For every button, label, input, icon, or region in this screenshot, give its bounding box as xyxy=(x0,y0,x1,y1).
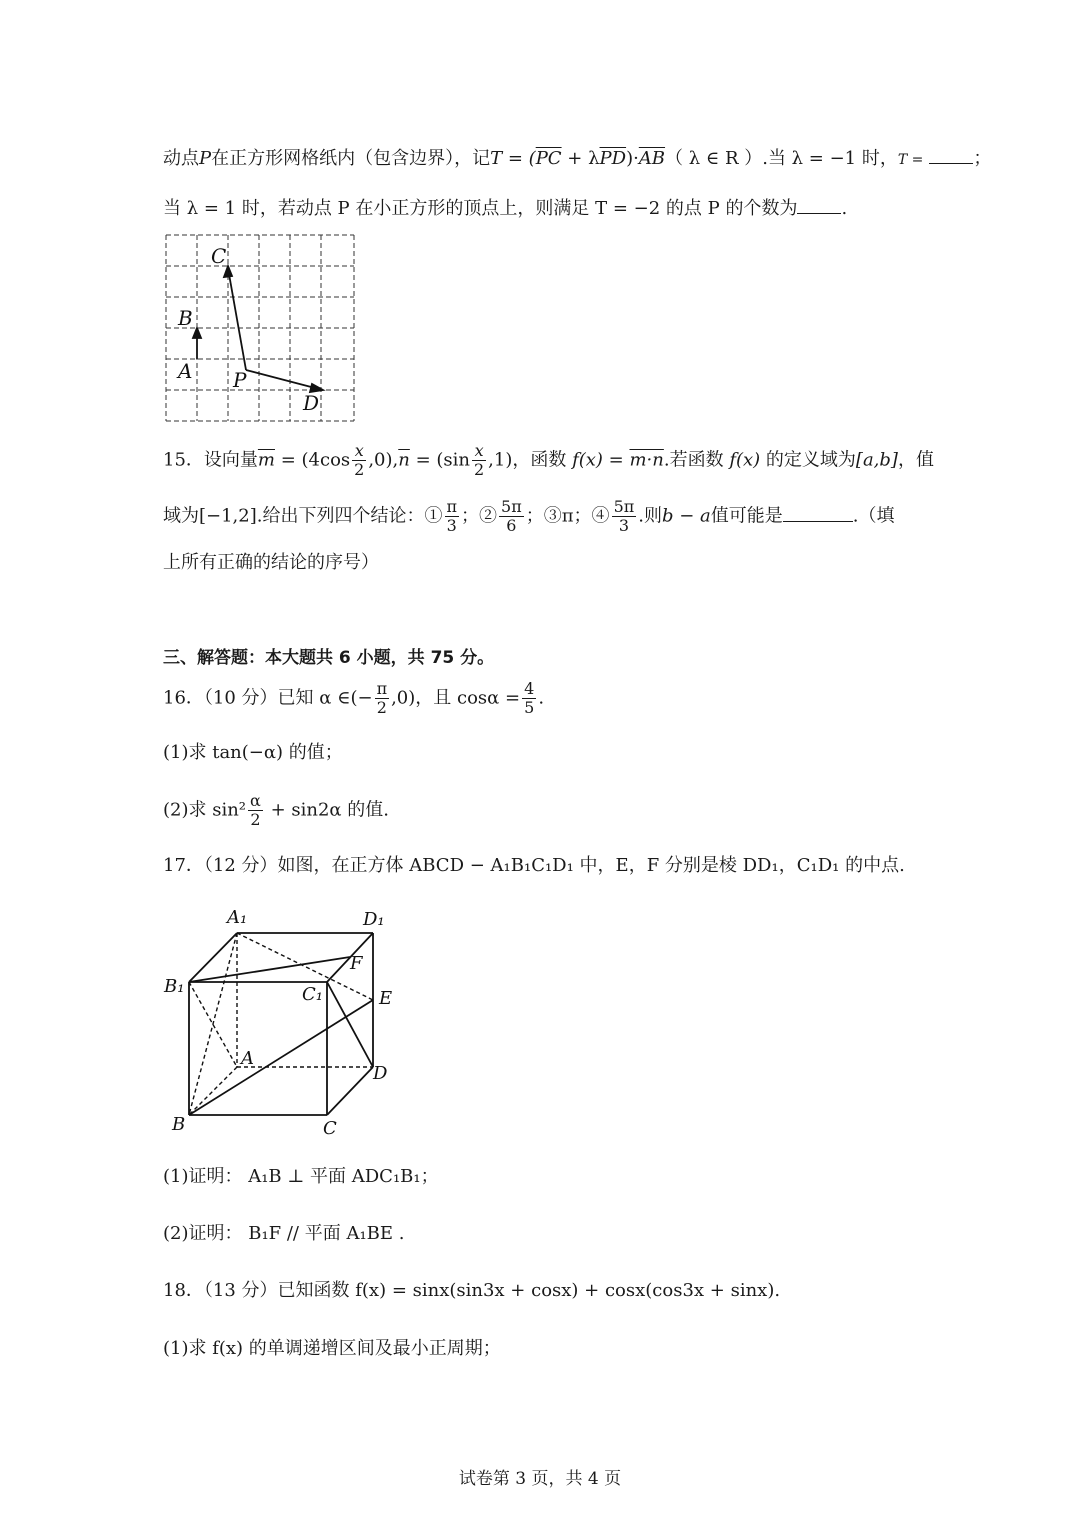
q15-domain: [a,b] xyxy=(855,449,898,471)
q15-vec-m: $\overline{m}$ xyxy=(257,449,275,471)
q15-text-h: ，值 xyxy=(897,449,934,471)
q14-blank-1 xyxy=(929,163,973,164)
q14-vec-ab: $\overline{AB}$ xyxy=(638,148,666,169)
vector-pd xyxy=(246,370,315,388)
q14-cond: （ λ ∈ R ）.当 λ = −1 时， xyxy=(665,148,898,169)
frac-num: 5π xyxy=(501,497,522,516)
q16-cond: ，且 cosα = xyxy=(415,687,521,709)
frac-den: 2 xyxy=(250,810,261,829)
q14-t-eq: T = xyxy=(897,152,924,168)
frac-den: 2 xyxy=(473,460,485,479)
q15-blank xyxy=(783,521,853,522)
q14-dot: )· xyxy=(626,148,639,169)
frac-num: 5π xyxy=(613,497,635,516)
q18-part1: (1)求 f(x) 的单调递增区间及最小正周期； xyxy=(163,1338,501,1359)
q15-m-dot-n: m·n xyxy=(629,449,664,471)
q14-vec-pd: $\overline{PD}$ xyxy=(599,148,627,169)
q15-vec-n: $\overline{n}$ xyxy=(398,449,410,471)
frac-num: x xyxy=(352,442,366,461)
q15-text-l2b: .给出下列四个结论：① xyxy=(256,505,443,527)
cube-figure xyxy=(160,900,410,1145)
q15-option2-frac xyxy=(499,498,524,535)
q14-t-expr: T = ( xyxy=(490,148,536,169)
cube-label-d: D xyxy=(373,1063,388,1084)
q14-line1 xyxy=(163,146,991,173)
q17-part1: (1)证明： A₁B ⊥ 平面 ADC₁B₁； xyxy=(163,1166,439,1187)
q15-b-minus-a: b − a xyxy=(662,505,711,527)
frac-num: 4 xyxy=(524,679,535,698)
page-footer: 试卷第 3 页，共 4 页 xyxy=(458,1469,622,1489)
frac-den: 2 xyxy=(376,698,387,717)
q15-frac-x2-a xyxy=(352,442,366,479)
grid-figure xyxy=(160,230,360,426)
q16-part2 xyxy=(163,792,389,829)
q16-p2-text-b: + sin2α 的值. xyxy=(264,799,390,821)
q16-head xyxy=(163,680,544,717)
cube-label-d1: D₁ xyxy=(363,909,385,930)
q15-text-l2g: .（填 xyxy=(852,505,895,527)
q14-vec-pc: $\overline{PC}$ xyxy=(535,148,562,169)
cube-label-e: E xyxy=(379,988,393,1009)
q16-interval-right: ,0) xyxy=(391,687,416,709)
q15-text-l2f: 值可能是 xyxy=(710,505,783,527)
q15-fx-2: f(x) xyxy=(723,449,766,471)
q15-text-d: = (sin xyxy=(409,449,470,471)
cube-label-a1: A₁ xyxy=(227,907,248,928)
label-a: A xyxy=(178,359,193,383)
q15-text-l2d: ；③π；④ xyxy=(525,505,610,527)
q15-line2 xyxy=(163,498,895,535)
q14-blank-2 xyxy=(797,213,841,214)
q18-head: 18．（13 分）已知函数 f(x) = sinx(sin3x + cosx) + cosx(cos3x + sinx). xyxy=(163,1280,781,1301)
q15-text-f: .若函数 xyxy=(663,449,724,471)
q16-frac-pi2 xyxy=(375,680,390,717)
q14-line2 xyxy=(163,196,847,222)
q14-var-p: P xyxy=(199,148,212,169)
cube-label-f: F xyxy=(350,953,363,974)
frac-num: x xyxy=(472,442,486,461)
frac-den: 5 xyxy=(524,698,535,717)
q16-p2-text-a: (2)求 sin² xyxy=(163,799,247,821)
q14-line2-text: 当 λ = 1 时，若动点 P 在小正方形的顶点上，则满足 T = −2 的点 P 的个数为 xyxy=(163,198,798,219)
q15-line3: 上所有正确的结论的序号） xyxy=(163,552,379,573)
vector-pc xyxy=(229,274,246,370)
q17-part2: (2)证明： B₁F // 平面 A₁BE . xyxy=(163,1223,405,1244)
q16-interval-left: (− xyxy=(350,687,373,709)
cube-label-c1: C₁ xyxy=(302,984,323,1005)
frac-num: α xyxy=(250,791,261,810)
q15-range: [−1,2] xyxy=(199,505,257,527)
q14-text-a: 动点 xyxy=(163,148,199,169)
q15-fx: f(x) = xyxy=(566,449,630,471)
q16-frac-45 xyxy=(522,680,536,717)
q14-text-b: 在正方形网格纸内（包含边界），记 xyxy=(211,148,491,169)
frac-den: 2 xyxy=(354,460,365,479)
label-b: B xyxy=(178,306,193,330)
label-p: P xyxy=(233,368,247,392)
q15-text-a: 15．设向量 xyxy=(163,449,258,471)
q15-line1 xyxy=(163,442,934,479)
frac-num: π xyxy=(446,497,458,516)
q15-text-c: ,0), xyxy=(368,449,399,471)
q14-semicolon: ； xyxy=(973,148,992,169)
grid-lines xyxy=(166,235,354,421)
q15-text-b: = (4cos xyxy=(274,449,351,471)
cube-hidden-edges xyxy=(189,933,373,1115)
frac-den: 3 xyxy=(618,516,629,535)
q17-head: 17．（12 分）如图，在正方体 ABCD − A₁B₁C₁D₁ 中，E，F 分别是棱 DD₁，C₁D₁ 的中点. xyxy=(163,855,905,876)
frac-den: 6 xyxy=(506,516,517,535)
q15-text-l2e: .则 xyxy=(638,505,662,527)
q15-text-l2a: 域为 xyxy=(163,505,199,527)
frac-den: 3 xyxy=(446,516,457,535)
section-heading: 三、解答题：本大题共 6 小题，共 75 分。 xyxy=(163,648,495,668)
arrowhead-b xyxy=(193,328,201,338)
cube-label-b1: B₁ xyxy=(164,976,185,997)
q14-plus-lambda: + λ xyxy=(561,148,600,169)
q15-frac-x2-b xyxy=(472,442,486,479)
label-c: C xyxy=(211,244,227,268)
q15-option4-frac xyxy=(612,498,637,535)
q14-line2-end: . xyxy=(841,198,848,219)
q16-frac-alpha2 xyxy=(248,792,263,829)
frac-num: π xyxy=(376,679,388,698)
q15-text-l2c: ；② xyxy=(461,505,498,527)
q16-part1: (1)求 tan(−α) 的值； xyxy=(163,742,343,763)
q15-text-e: ,1)，函数 xyxy=(488,449,567,471)
cube-label-b: B xyxy=(172,1114,186,1135)
cube-label-a: A xyxy=(241,1048,254,1069)
label-d: D xyxy=(303,391,320,415)
q15-option1-frac xyxy=(445,498,460,535)
cube-label-c: C xyxy=(323,1118,337,1139)
q16-end: . xyxy=(538,687,545,709)
q15-text-g: 的定义域为 xyxy=(765,449,856,471)
q16-text: 16．（10 分）已知 α ∈ xyxy=(163,687,351,709)
